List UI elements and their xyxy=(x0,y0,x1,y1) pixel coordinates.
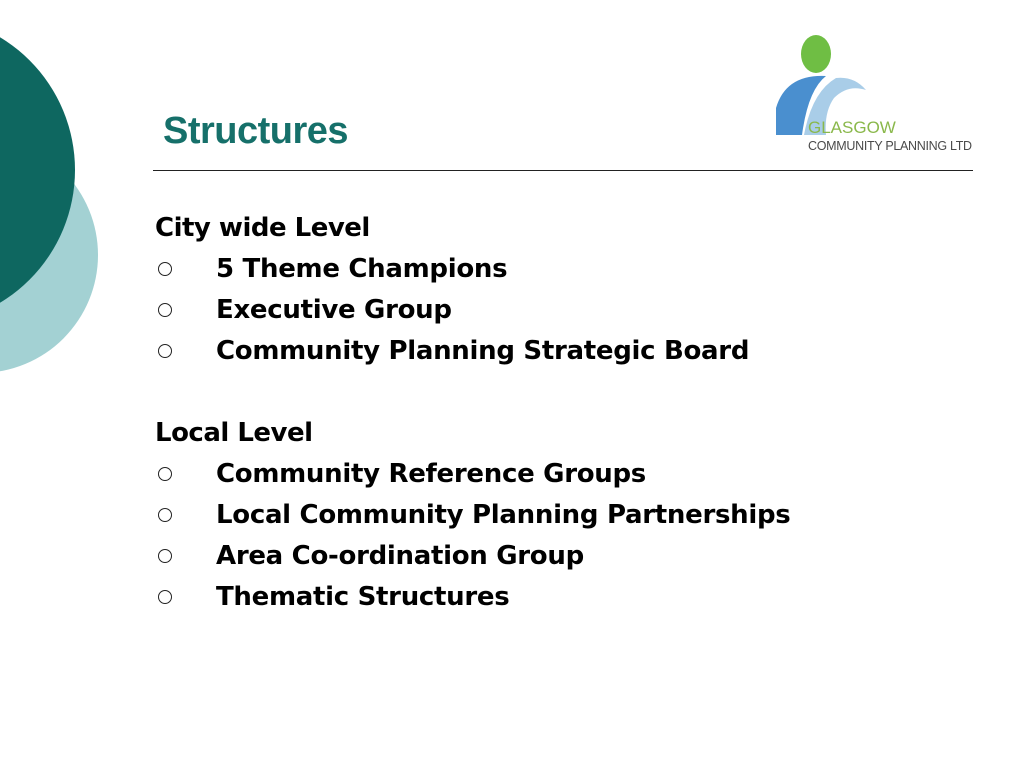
list-item-text: Thematic Structures xyxy=(216,581,510,612)
list-item xyxy=(155,330,975,371)
section-spacer xyxy=(155,371,975,413)
hollow-circle-icon xyxy=(158,549,172,563)
hollow-circle-icon xyxy=(158,508,172,522)
hollow-circle-icon xyxy=(158,590,172,604)
logo-text-glasgow: GLASGOW xyxy=(808,118,896,137)
city-wide-list xyxy=(155,248,975,371)
decorative-circles xyxy=(0,0,110,410)
list-item xyxy=(155,248,975,289)
list-item xyxy=(155,494,975,535)
list-item-text: Community Planning Strategic Board xyxy=(216,335,750,366)
list-item xyxy=(155,576,975,617)
title-divider xyxy=(153,170,973,171)
section-heading-local: Local Level xyxy=(155,418,313,448)
hollow-circle-icon xyxy=(158,262,172,276)
hollow-circle-icon xyxy=(158,467,172,481)
list-item xyxy=(155,289,975,330)
hollow-circle-icon xyxy=(158,344,172,358)
list-item xyxy=(155,535,975,576)
slide-body xyxy=(155,208,975,617)
list-item-text: Area Co-ordination Group xyxy=(216,540,584,571)
logo-text-community-planning: COMMUNITY PLANNING LTD xyxy=(808,139,972,153)
list-item-text: Community Reference Groups xyxy=(216,458,646,489)
list-item xyxy=(155,453,975,494)
page-title: Structures xyxy=(163,110,349,152)
list-item-text: Executive Group xyxy=(216,294,452,325)
list-item-text: Local Community Planning Partnerships xyxy=(216,499,791,530)
local-level-list xyxy=(155,453,975,617)
list-item-text: 5 Theme Champions xyxy=(216,253,508,284)
hollow-circle-icon xyxy=(158,303,172,317)
glasgow-community-planning-logo xyxy=(772,30,972,160)
section-heading-city-wide: City wide Level xyxy=(155,213,370,243)
